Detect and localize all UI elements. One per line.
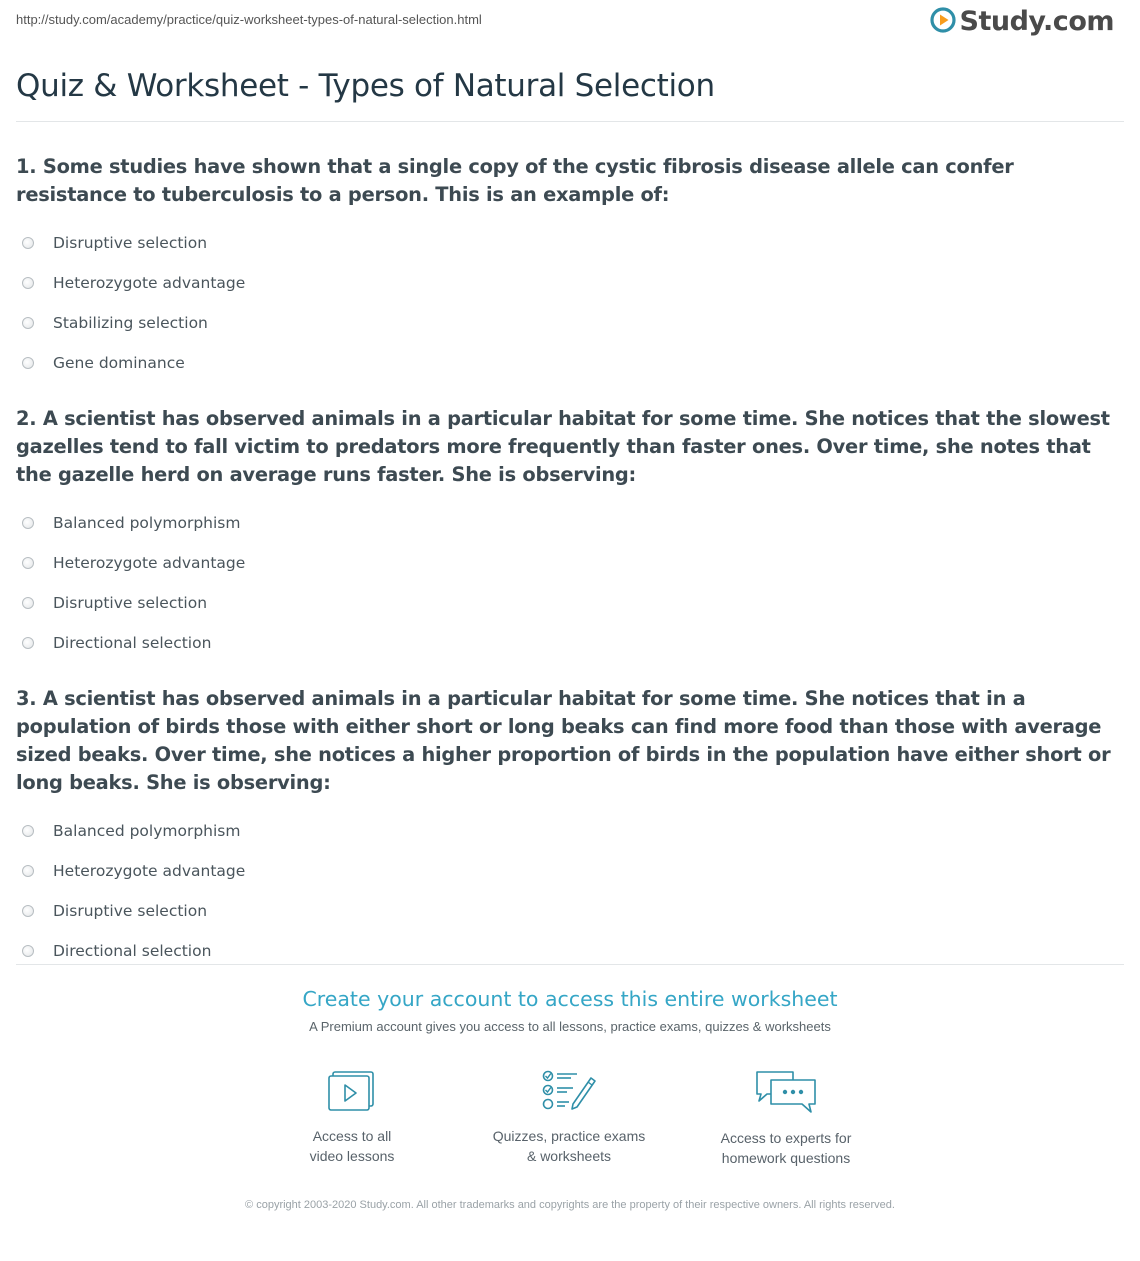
question-text: 2. A scientist has observed animals in a particular habitat for some time. She notices that the slowest gazelles tend to fall victim to predators more frequently than faster ones. Over time, she notes that the gazelle herd on average runs faster. She is observing: bbox=[16, 407, 1110, 486]
answer-option[interactable] bbox=[16, 931, 1124, 971]
study-logo[interactable] bbox=[930, 6, 1114, 37]
cta-subtitle: A Premium account gives you access to all lessons, practice exams, quizzes & worksheets bbox=[309, 1019, 831, 1034]
option-label: Disruptive selection bbox=[53, 594, 208, 612]
copyright-notice: © copyright 2003-2020 Study.com. All other trademarks and copyrights are the property of their respective owners. All rights reserved. bbox=[245, 1199, 895, 1211]
answer-option[interactable] bbox=[16, 503, 1124, 543]
answer-option[interactable] bbox=[16, 263, 1124, 303]
option-label: Balanced polymorphism bbox=[53, 822, 241, 840]
option-label: Heterozygote advantage bbox=[53, 274, 246, 292]
radio-button[interactable] bbox=[22, 945, 34, 957]
question-3 bbox=[16, 685, 1124, 971]
question-text: 1. Some studies have shown that a single copy of the cystic fibrosis disease allele can confer resistance to tuberculosis to a person. This is an example of: bbox=[16, 155, 1014, 206]
feature-label: Access to all video lessons bbox=[309, 1128, 395, 1164]
radio-button[interactable] bbox=[22, 597, 34, 609]
radio-button[interactable] bbox=[22, 357, 34, 369]
page-title: Quiz & Worksheet - Types of Natural Selection bbox=[16, 68, 715, 104]
signup-cta bbox=[0, 987, 1140, 1034]
chat-bubbles-icon bbox=[676, 1068, 896, 1116]
question-text: 3. A scientist has observed animals in a particular habitat for some time. She notices that in a population of birds those with either short or long beaks can find more food than those with average sized beaks. Over time, she notices a higher proportion of birds in the population have either short or long beaks. She is observing: bbox=[16, 687, 1111, 794]
radio-button[interactable] bbox=[22, 825, 34, 837]
option-label: Disruptive selection bbox=[53, 234, 208, 252]
option-label: Balanced polymorphism bbox=[53, 514, 241, 532]
answer-option[interactable] bbox=[16, 623, 1124, 663]
radio-button[interactable] bbox=[22, 237, 34, 249]
option-label: Directional selection bbox=[53, 942, 212, 960]
answer-option[interactable] bbox=[16, 891, 1124, 931]
option-label: Stabilizing selection bbox=[53, 314, 208, 332]
answer-options bbox=[16, 811, 1124, 971]
answer-option[interactable] bbox=[16, 303, 1124, 343]
answer-option[interactable] bbox=[16, 811, 1124, 851]
answer-option[interactable] bbox=[16, 583, 1124, 623]
answer-option[interactable] bbox=[16, 343, 1124, 383]
answer-option[interactable] bbox=[16, 851, 1124, 891]
feature-video-lessons bbox=[242, 1068, 462, 1166]
radio-button[interactable] bbox=[22, 865, 34, 877]
cta-title-link[interactable]: Create your account to access this entire worksheet bbox=[302, 987, 838, 1011]
answer-option[interactable] bbox=[16, 223, 1124, 263]
option-label: Disruptive selection bbox=[53, 902, 208, 920]
radio-button[interactable] bbox=[22, 557, 34, 569]
answer-option[interactable] bbox=[16, 543, 1124, 583]
option-label: Gene dominance bbox=[53, 354, 185, 372]
radio-button[interactable] bbox=[22, 317, 34, 329]
feature-experts bbox=[676, 1068, 896, 1168]
answer-options bbox=[16, 503, 1124, 663]
play-circle-icon bbox=[930, 7, 956, 37]
radio-button[interactable] bbox=[22, 517, 34, 529]
feature-label: Quizzes, practice exams & worksheets bbox=[492, 1128, 646, 1164]
title-divider bbox=[16, 121, 1124, 122]
question-1 bbox=[16, 153, 1124, 383]
logo-text: Study.com bbox=[959, 6, 1114, 37]
option-label: Heterozygote advantage bbox=[53, 554, 246, 572]
feature-label: Access to experts for homework questions bbox=[720, 1130, 852, 1166]
answer-options bbox=[16, 223, 1124, 383]
page-url: http://study.com/academy/practice/quiz-worksheet-types-of-natural-selection.html bbox=[16, 12, 482, 27]
radio-button[interactable] bbox=[22, 277, 34, 289]
cta-divider bbox=[16, 964, 1124, 965]
question-2 bbox=[16, 405, 1124, 663]
option-label: Directional selection bbox=[53, 634, 212, 652]
option-label: Heterozygote advantage bbox=[53, 862, 246, 880]
video-lesson-icon bbox=[242, 1068, 462, 1114]
quiz-checklist-icon bbox=[459, 1068, 679, 1114]
radio-button[interactable] bbox=[22, 905, 34, 917]
radio-button[interactable] bbox=[22, 637, 34, 649]
feature-quizzes bbox=[459, 1068, 679, 1166]
